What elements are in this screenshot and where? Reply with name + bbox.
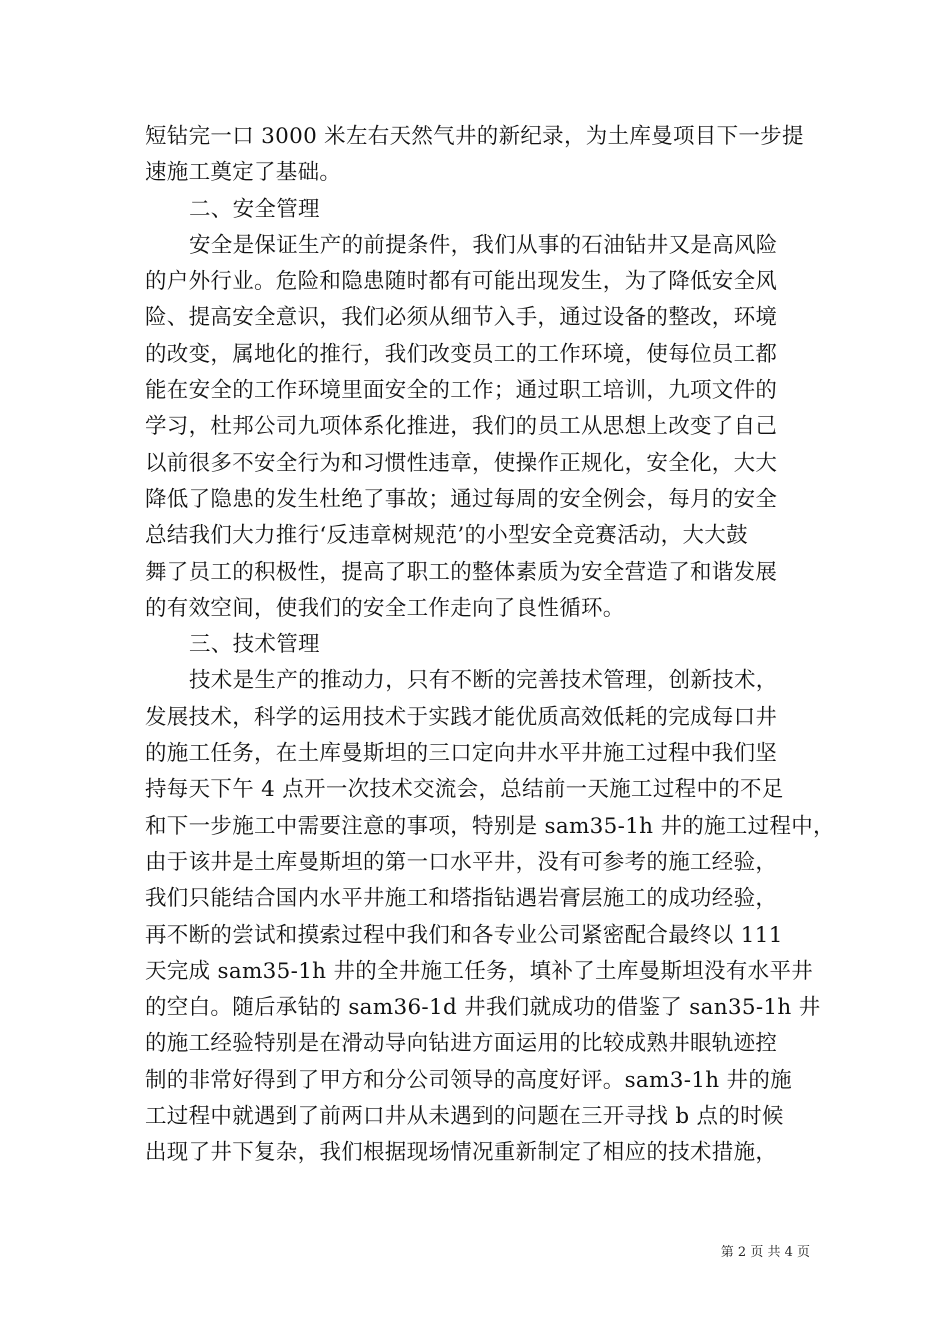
text-line: 降低了隐患的发生杜绝了事故；通过每周的安全例会，每月的安全 xyxy=(145,486,778,512)
text-line: 出现了井下复杂，我们根据现场情况重新制定了相应的技术措施， xyxy=(145,1140,778,1166)
text-line: 的施工经验特别是在滑动导向钻进方面运用的比较成熟井眼轨迹控 xyxy=(145,1031,778,1057)
text-line: 总结我们大力推行‘反违章树规范’的小型安全竞赛活动，大大鼓 xyxy=(145,523,748,549)
text-line: 短钻完一口 3000 米左右天然气井的新纪录，为土库曼项目下一步提 xyxy=(145,124,804,149)
text-line: 持每天下午 4 点开一次技术交流会，总结前一天施工过程中的不足 xyxy=(145,777,784,803)
text-line: 的有效空间，使我们的安全工作走向了良性循环。 xyxy=(145,595,625,621)
text-line: 的改变，属地化的推行，我们改变员工的工作环境，使每位员工都 xyxy=(145,341,778,367)
text-line: 制的非常好得到了甲方和分公司领导的高度好评。sam3-1h 井的施 xyxy=(145,1067,792,1093)
text-line: 安全是保证生产的前提条件，我们从事的石油钻井又是高风险 xyxy=(189,232,778,258)
text-line: 能在安全的工作环境里面安全的工作；通过职工培训，九项文件的 xyxy=(145,378,778,404)
text-line: 发展技术，科学的运用技术于实践才能优质高效低耗的完成每口井 xyxy=(145,704,778,730)
text-line: 我们只能结合国内水平井施工和塔指钻遇岩膏层施工的成功经验， xyxy=(145,886,778,912)
text-line: 天完成 sam35-1h 井的全井施工任务，填补了土库曼斯坦没有水平井 xyxy=(145,958,814,984)
body-text xyxy=(145,119,835,1172)
text-line: 的施工任务，在土库曼斯坦的三口定向井水平井施工过程中我们坚 xyxy=(145,741,778,767)
text-line: 学习，杜邦公司九项体系化推进，我们的员工从思想上改变了自己 xyxy=(145,414,778,440)
text-line: 工过程中就遇到了前两口井从未遇到的问题在三开寻找 b 点的时候 xyxy=(145,1104,784,1130)
section-heading-technology: 三、技术管理 xyxy=(189,632,320,658)
page-number: 第 2 页 共 4 页 xyxy=(720,1245,810,1260)
text-line: 的空白。随后承钻的 sam36-1d 井我们就成功的借鉴了 san35-1h 井 xyxy=(145,995,821,1021)
text-line: 险、提高安全意识，我们必须从细节入手，通过设备的整改，环境 xyxy=(145,305,778,331)
text-line: 舞了员工的积极性，提高了职工的整体素质为安全营造了和谐发展 xyxy=(145,559,778,585)
text-line: 速施工奠定了基础。 xyxy=(145,160,342,186)
section-heading-safety: 二、安全管理 xyxy=(189,196,320,222)
text-line: 技术是生产的推动力，只有不断的完善技术管理，创新技术， xyxy=(189,668,778,694)
text-line: 由于该井是土库曼斯坦的第一口水平井，没有可参考的施工经验， xyxy=(145,849,778,875)
text-line: 和下一步施工中需要注意的事项，特别是 sam35-1h 井的施工过程中， xyxy=(145,813,835,839)
text-line: 以前很多不安全行为和习惯性违章，使操作正规化，安全化，大大 xyxy=(145,450,778,476)
text-line: 再不断的尝试和摸索过程中我们和各专业公司紧密配合最终以 111 xyxy=(145,922,783,948)
text-line: 的户外行业。危险和隐患随时都有可能出现发生，为了降低安全风 xyxy=(145,269,778,295)
